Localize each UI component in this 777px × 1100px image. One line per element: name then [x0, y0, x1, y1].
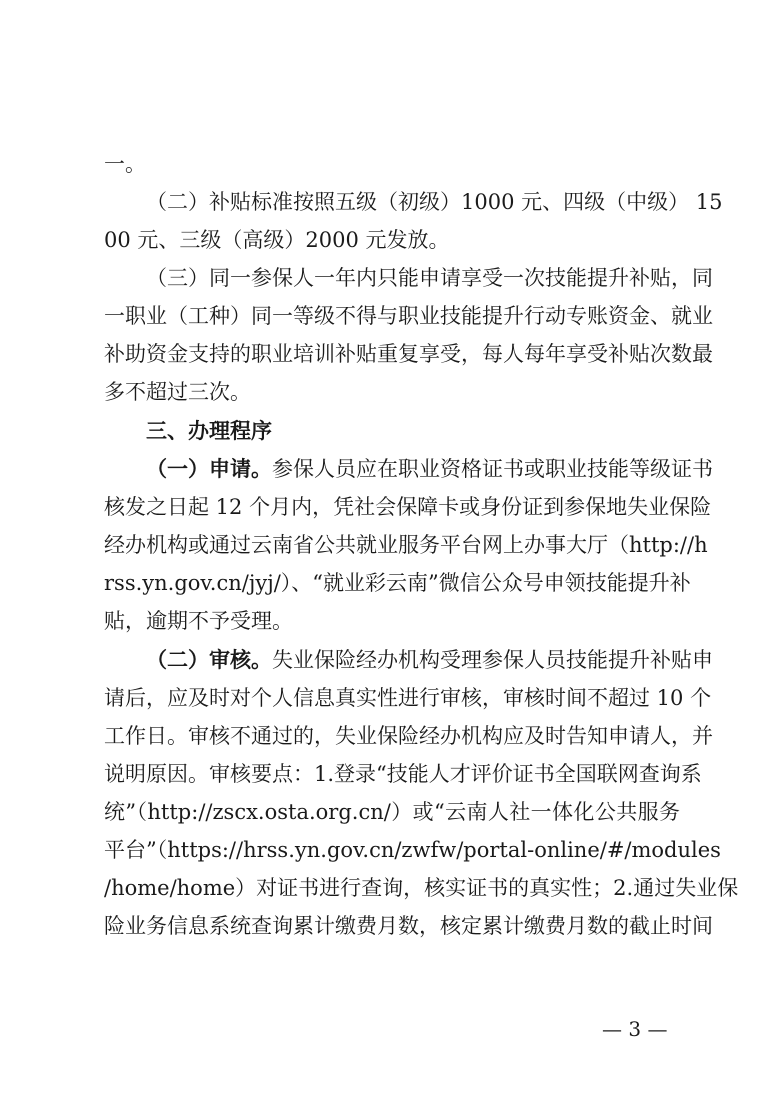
text-line-13: 贴，逾期不予受理。 [104, 609, 293, 633]
text-line-4: （三）同一参保人一年内只能申请享受一次技能提升补贴，同 [146, 266, 713, 290]
text-line-18: 统”（http://zscx.osta.org.cn/）或“云南人社一体化公共服务 [104, 800, 680, 824]
subheading-review: （二）审核。 [146, 647, 272, 672]
text-line-7: 多不超过三次。 [104, 380, 251, 404]
text-line-16: 工作日。审核不通过的，失业保险经办机构应及时告知申请人，并 [104, 724, 713, 748]
text-line-3: 00 元、三级（高级）2000 元发放。 [104, 228, 450, 252]
text-line-20: /home/home）对证书进行查询，核实证书的真实性；2.通过失业保 [104, 876, 739, 900]
text-line-6: 补助资金支持的职业培训补贴重复享受，每人每年享受补贴次数最 [104, 342, 713, 366]
text-line-10: 核发之日起 12 个月内，凭社会保障卡或身份证到参保地失业保险 [104, 495, 712, 519]
text-line-11: 经办机构或通过云南省公共就业服务平台网上办事大厅（http://h [104, 533, 708, 557]
subheading-apply: （一）申请。 [146, 456, 272, 481]
text-line-15: 请后，应及时对个人信息真实性进行审核，审核时间不超过 10 个 [104, 686, 712, 710]
text-line-2: （二）补贴标准按照五级（初级）1000 元、四级（中级） 15 [146, 190, 723, 214]
page-number: — 3 — [602, 1017, 668, 1041]
text-line-19: 平台”（https://hrss.yn.gov.cn/zwfw/portal-online/#/modules [104, 838, 721, 862]
text-line-1: 一。 [104, 152, 146, 176]
text-line-14 [146, 646, 713, 674]
apply-text: 参保人员应在职业资格证书或职业技能等级证书 [272, 457, 713, 481]
text-line-21: 险业务信息系统查询累计缴费月数，核定累计缴费月数的截止时间 [104, 914, 713, 938]
text-line-12: rss.yn.gov.cn/jyj/）、“就业彩云南”微信公众号申领技能提升补 [104, 571, 691, 595]
review-text: 失业保险经办机构受理参保人员技能提升补贴申 [272, 648, 713, 672]
section-heading: 三、办理程序 [146, 419, 272, 443]
text-line-17: 说明原因。审核要点：1.登录“技能人才评价证书全国联网查询系 [104, 762, 702, 786]
text-line-9 [146, 455, 713, 483]
text-line-5: 一职业（工种）同一等级不得与职业技能提升行动专账资金、就业 [104, 304, 713, 328]
